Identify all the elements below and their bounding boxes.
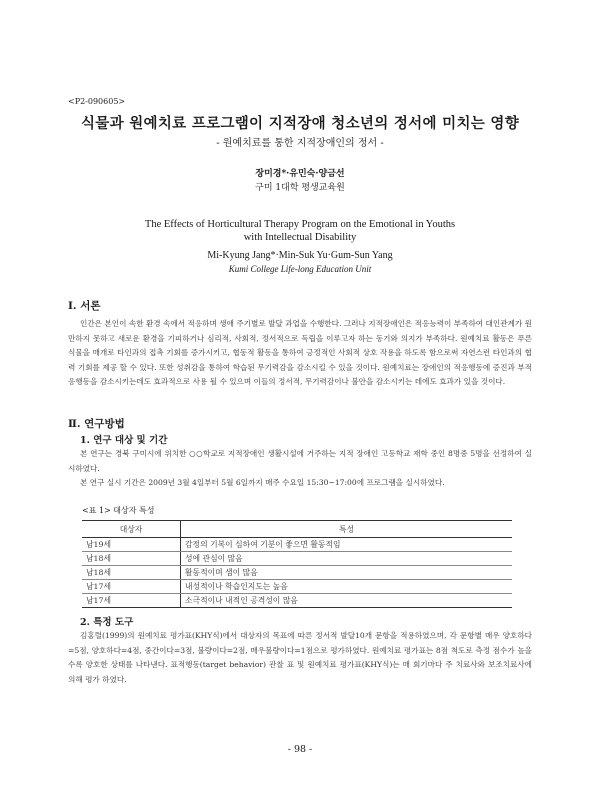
table-cell-subject: 남17세 [82,580,181,594]
english-authors: Mi-Kyung Jang*·Min-Suk Yu·Gum-Sun Yang [207,250,393,261]
page-number: - 98 - [287,744,313,755]
table-cell-subject: 남17세 [82,594,181,608]
subsection-2-paragraph: 김홍렬(1999)의 원예치료 평가표(KHY식)에서 대상자의 목표에 따른 정서적 발달10개 문항을 적용하였으며, 각 문항별 매우 양호하다=5점, 양호하다=4점, 중간이다=3점, 불량이다=2점, 매우불량이다=1점으로 평가하였다. 원예치료 평가표는 8점 척도로 측정 점수가 높을수록 양호한 상태를 나타낸다. 표적행동(target behavior) 관찰 표 및 원예치료 평가표(KHY식)는 매 회기마다 주 치료사와 보조치료사에 의해 평가 하였다. [68,631,532,684]
table-row [82,552,512,566]
table-header-traits: 특성 [181,521,513,538]
korean-affiliation: 구미 1대학 평생교육원 [255,183,345,193]
english-title-line1: The Effects of Horticultural Therapy Program on the Emotional in Youths [144,219,456,230]
table-cell-subject: 남18세 [82,552,181,566]
table-row [82,594,512,608]
table-header-row [82,521,512,538]
table-cell-trait: 감정의 기복이 심하여 기분이 좋으면 활동적임 [181,538,513,552]
paper-code: <P2-090605> [68,97,126,106]
table-row [82,538,512,552]
table-caption: <표 1> 대상자 특성 [82,506,155,515]
subject-characteristics-table [82,520,512,608]
english-title [0,218,600,244]
subsection-1-paragraph-1: 본 연구는 경북 구미시에 위치한 ○○학교로 지적장애인 생활시설에 거주하는 지적 장애인 고등학교 재학 중인 8명중 5명을 선정하여 실시하였다. [68,449,532,473]
table-cell-trait: 활동적이며 샘이 많음 [181,566,513,580]
table-cell-subject: 남18세 [82,566,181,580]
korean-authors: 장미경*·유민숙·양금선 [255,169,345,179]
table-cell-trait: 내성적이나 학습인지도는 높음 [181,580,513,594]
subsection-1-heading: 1. 연구 대상 및 기간 [80,435,168,446]
subsection-2-heading: 2. 특정 도구 [80,617,134,628]
table-row [82,566,512,580]
intro-heading: Ⅰ. 서론 [68,300,101,312]
table-header-subject: 대상자 [82,521,181,538]
english-title-line2: with Intellectual Disability [243,232,357,243]
table-cell-trait: 소극적이나 내적인 공격성이 많음 [181,594,513,608]
subsection-1-paragraph-2: 본 연구 실시 기간은 2009년 3월 4일부터 5월 6일까지 매주 수요일 15:30~17:00에 프로그램을 실시하였다. [80,478,445,487]
table-cell-subject: 남19세 [82,538,181,552]
methods-heading: Ⅱ. 연구방법 [68,418,125,430]
intro-paragraph: 인간은 본인이 속한 환경 속에서 적응하며 생애 주기별로 발달 과업을 수행한다. 그러나 지적장애인은 적응능력이 부족하여 대인관계가 원만하지 못하고 새로운 환경을 기피하거나 심리적, 사회적, 정서적으로 독립을 이루고자 하는 동기와 의지가 부족하다. 원예치료 활동은 푸른 식물을 매개로 타인과의 접촉 기회를 증가시키고, 협동적 활동을 통하여 긍정적인 사회적 상호 작용을 하도록 함으로써 자연스런 타인과의 협력 기회를 제공 할 수 있다. 또한 성취감을 통하여 학습된 무기력감을 감소시킬 수 있을 것이다. 원예치료는 장애인의 적응행동에 증진과 부적응행동을 감소시키는데도 효과적으로 사용 될 수 있으며 이들의 정서적, 무기력감이나 불안을 감소시키는 데에도 효과가 있을 것이다. [68,319,532,386]
table-cell-trait: 성에 관심이 많음 [181,552,513,566]
table-row [82,580,512,594]
english-affiliation: Kumi College Life-long Education Unit [228,264,372,274]
korean-subtitle: - 원예치료를 통한 지적장애인의 정서 - [216,138,384,149]
korean-title: 식물과 원예치료 프로그램이 지적장애 청소년의 정서에 미치는 영향 [80,115,520,132]
